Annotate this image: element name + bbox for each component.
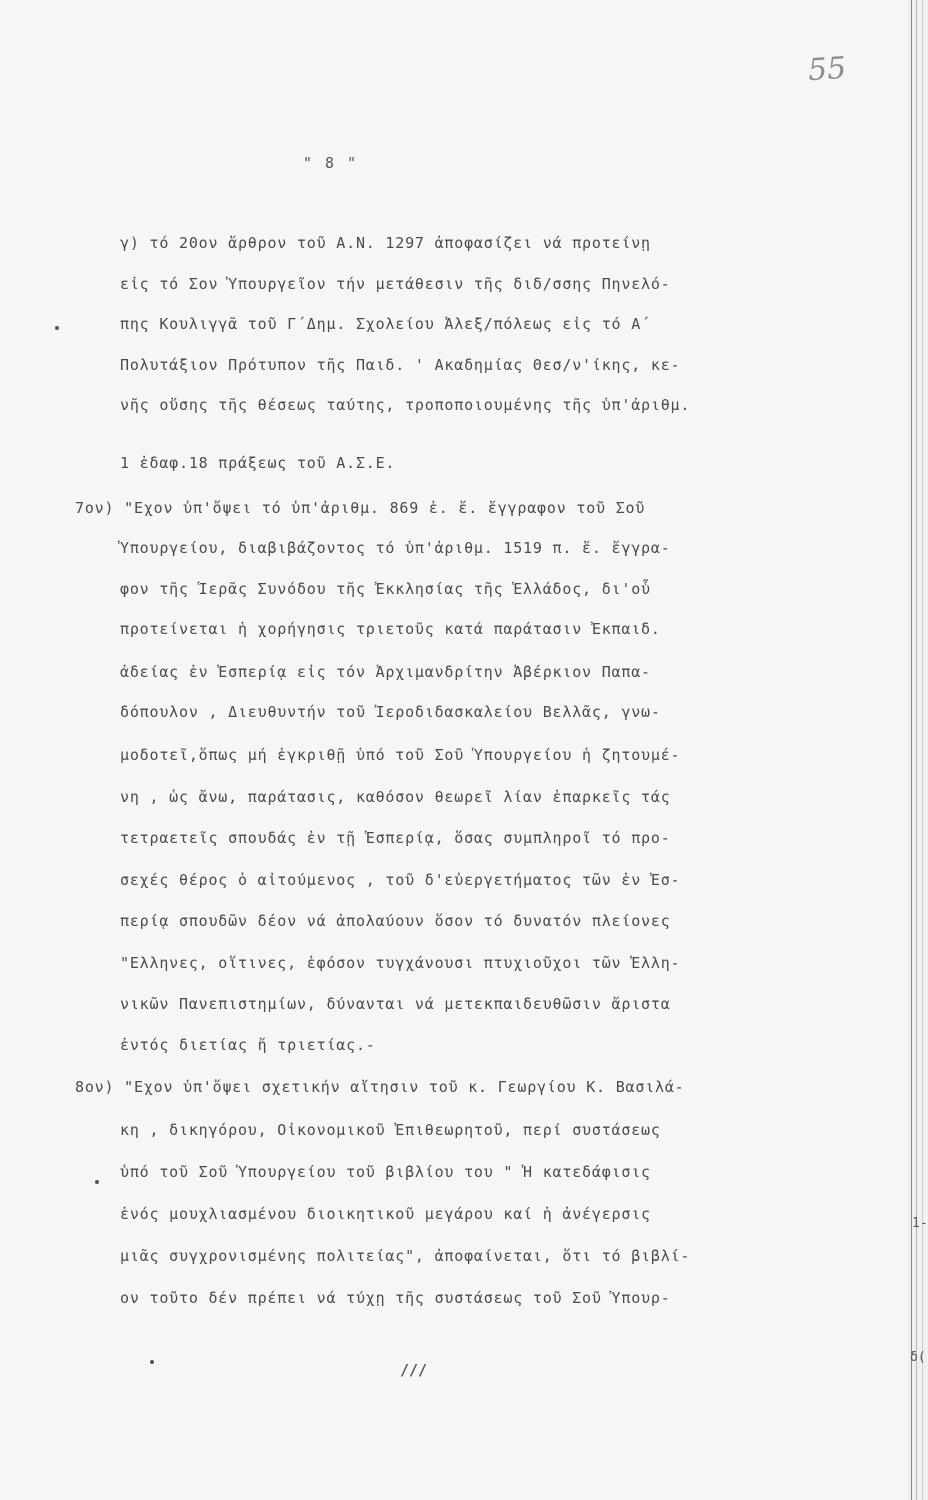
text-line: γ) τό 20ον ἄρθρον τοῦ Α.Ν. 1297 ἀποφασίζει νά προτείνῃ xyxy=(120,234,651,252)
edge-line xyxy=(911,0,912,1500)
handwritten-page-number: 55 xyxy=(806,50,848,89)
margin-dot xyxy=(150,1360,154,1364)
text-line: κη , δικηγόρου, Οἰκονομικοῦ Ἐπιθεωρητοῦ, περί συστάσεως xyxy=(120,1121,661,1139)
text-line: προτείνεται ἡ χορήγησις τριετοῦς κατά παράτασιν Ἐκπαιδ. xyxy=(120,620,661,638)
page-footer-mark: /// xyxy=(400,1361,428,1379)
text-line: ον τοῦτο δέν πρέπει νά τύχῃ τῆς συστάσεως τοῦ Σοῦ Ὑπουρ- xyxy=(120,1289,671,1307)
text-line: ἀδείας ἐν Ἑσπερίᾳ εἰς τόν Ἀρχιμανδρίτην Ἀβέρκιον Παπα- xyxy=(120,663,651,681)
text-line: "Ελληνες, οἵτινες, ἐφόσον τυγχάνουσι πτυχιοῦχοι τῶν Ἑλλη- xyxy=(120,954,681,972)
margin-dot xyxy=(55,326,59,330)
page-header: " 8 " xyxy=(303,154,359,172)
text-line: Ὑπουργείου, διαβιβάζοντος τό ὑπ'ἀριθμ. 1519 π. ἔ. ἔγγρα- xyxy=(120,539,671,557)
text-line: μιᾶς συγχρονισμένης πολιτείας", ἀποφαίνεται, ὅτι τό βιβλί- xyxy=(120,1247,691,1265)
edge-mark: 1- xyxy=(912,1216,928,1231)
edge-line xyxy=(922,0,923,1500)
text-line: τετραετεῖς σπουδάς ἐν τῇ Ἑσπερίᾳ, ὅσας συμπληροῖ τό προ- xyxy=(120,829,671,847)
edge-line xyxy=(916,0,917,1500)
text-line: 8ον) "Εχον ὑπ'ὄψει σχετικήν αἴτησιν τοῦ κ. Γεωργίου Κ. Βασιλά- xyxy=(75,1078,685,1096)
text-line: νη , ὡς ἄνω, παράτασις, καθόσον θεωρεῖ λίαν ἐπαρκεῖς τάς xyxy=(120,788,671,806)
text-line: νῆς οὔσης τῆς θέσεως ταύτης, τροποποιουμένης τῆς ὑπ'ἀριθμ. xyxy=(120,396,691,414)
text-line: 7ον) "Εχον ὑπ'ὄψει τό ὑπ'ἀριθμ. 869 ἐ. ἔ. ἔγγραφον τοῦ Σοῦ xyxy=(75,499,646,517)
text-line: εἰς τό Σον Ὑπουργεῖον τήν μετάθεσιν τῆς διδ/σσης Πηνελό- xyxy=(120,275,671,293)
text-line: φον τῆς Ἱερᾶς Συνόδου τῆς Ἐκκλησίας τῆς Ἑλλάδος, δι'οὗ xyxy=(120,580,651,598)
text-line: δόπουλον , Διευθυντήν τοῦ Ἱεροδιδασκαλείου Βελλᾶς, γνω- xyxy=(120,703,661,721)
text-line: νικῶν Πανεπιστημίων, δύνανται νά μετεκπαιδευθῶσιν ἄριστα xyxy=(120,995,671,1013)
text-line: ἐντός διετίας ἤ τριετίας.- xyxy=(120,1036,376,1054)
margin-dot xyxy=(95,1180,99,1184)
text-line: ὑπό τοῦ Σοῦ Ὑπουργείου τοῦ βιβλίου του " Ἡ κατεδάφισις xyxy=(120,1163,651,1181)
text-line: σεχές θέρος ὁ αἰτούμενος , τοῦ δ'εὐεργετήματος τῶν ἐν Ἑσ- xyxy=(120,871,681,889)
text-line: Πολυτάξιον Πρότυπον τῆς Παιδ. ' Ακαδημίας Θεσ/ν'ίκης, κε- xyxy=(120,356,681,374)
text-line: πης Κουλιγγᾶ τοῦ Γ΄Δημ. Σχολείου Ἀλεξ/πόλεως εἰς τό Α΄ xyxy=(120,315,651,333)
text-line: 1 ἐδαφ.18 πράξεως τοῦ Α.Σ.Ε. xyxy=(120,454,396,472)
edge-mark: δ( xyxy=(910,1350,926,1365)
text-line: μοδοτεῖ,ὅπως μή ἐγκριθῇ ὑπό τοῦ Σοῦ Ὑπουργείου ἡ ζητουμέ- xyxy=(120,746,681,764)
text-line: περίᾳ σπουδῶν δέον νά ἀπολαύουν ὅσον τό δυνατόν πλείονες xyxy=(120,912,671,930)
text-line: ἑνός μουχλιασμένου διοικητικοῦ μεγάρου καί ἡ ἀνέγερσις xyxy=(120,1205,651,1223)
